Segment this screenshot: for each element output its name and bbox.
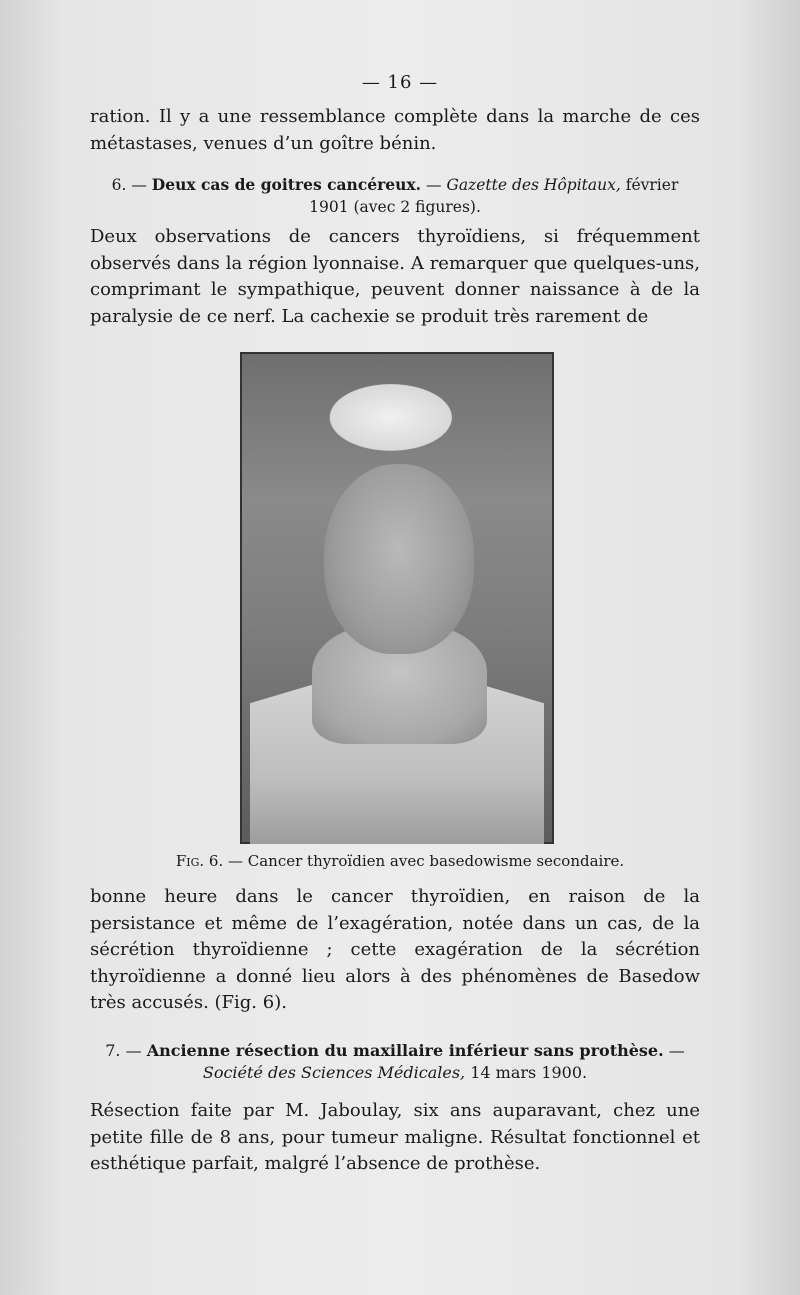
section-heading-6 xyxy=(90,174,700,218)
paragraph-observations xyxy=(90,224,700,330)
paragraph-text: bonne heure dans le cancer thyroïdien, en raison de la persistance et même de l’exagération, notée dans un cas, de la sécrétion thyroïdienne ; cette exagération de la sécrétion thyroïdienne a donné lieu alors à des phénomènes de Basedow très accusés. (Fig. 6). xyxy=(90,886,700,1013)
paragraph-text: Deux observations de cancers thyroïdiens, si fréquemment observés dans la région lyonnaise. A remarquer que quelques-uns, comprimant le sympathique, peuvent donner naissance à de la paralysie de ce nerf. La cachexie se produit très rarement de xyxy=(90,226,700,327)
section-title: Deux cas de goitres cancéreux. xyxy=(151,175,422,194)
paragraph-resection xyxy=(90,1098,700,1178)
paragraph-text: ration. Il y a une ressemblance complète dans la marche de ces métastases, venues d’un goître bénin. xyxy=(90,106,700,154)
figure-photograph xyxy=(240,352,554,844)
page-number: — 16 — xyxy=(361,72,439,93)
section-heading-7 xyxy=(90,1040,700,1084)
section-dash: — xyxy=(421,176,442,194)
section-source: Société des Sciences Médicales, xyxy=(202,1063,466,1082)
figure-caption-text: — Cancer thyroïdien avec basedowisme secondaire. xyxy=(223,852,625,870)
section-number: 6. — xyxy=(111,176,147,194)
section-title: Ancienne résection du maxillaire inférieur sans prothèse. xyxy=(146,1041,664,1060)
section-date: 14 mars 1900. xyxy=(470,1063,588,1082)
section-date: février 1901 (avec 2 figures). xyxy=(309,176,679,216)
paragraph-continuation xyxy=(90,104,700,157)
figure-caption xyxy=(0,852,800,870)
photo-face xyxy=(324,464,474,654)
section-dash: — xyxy=(663,1041,685,1060)
paragraph-text: Résection faite par M. Jaboulay, six ans auparavant, chez une petite fille de 8 ans, pour tumeur maligne. Résultat fonctionnel et esthétique parfait, malgré l’absence de prothèse. xyxy=(90,1100,700,1174)
figure-label: Fig. 6. xyxy=(175,852,224,870)
section-source: Gazette des Hôpitaux, xyxy=(446,176,621,194)
section-number: 7. — xyxy=(105,1041,142,1060)
paragraph-continuation-2 xyxy=(90,884,700,1017)
